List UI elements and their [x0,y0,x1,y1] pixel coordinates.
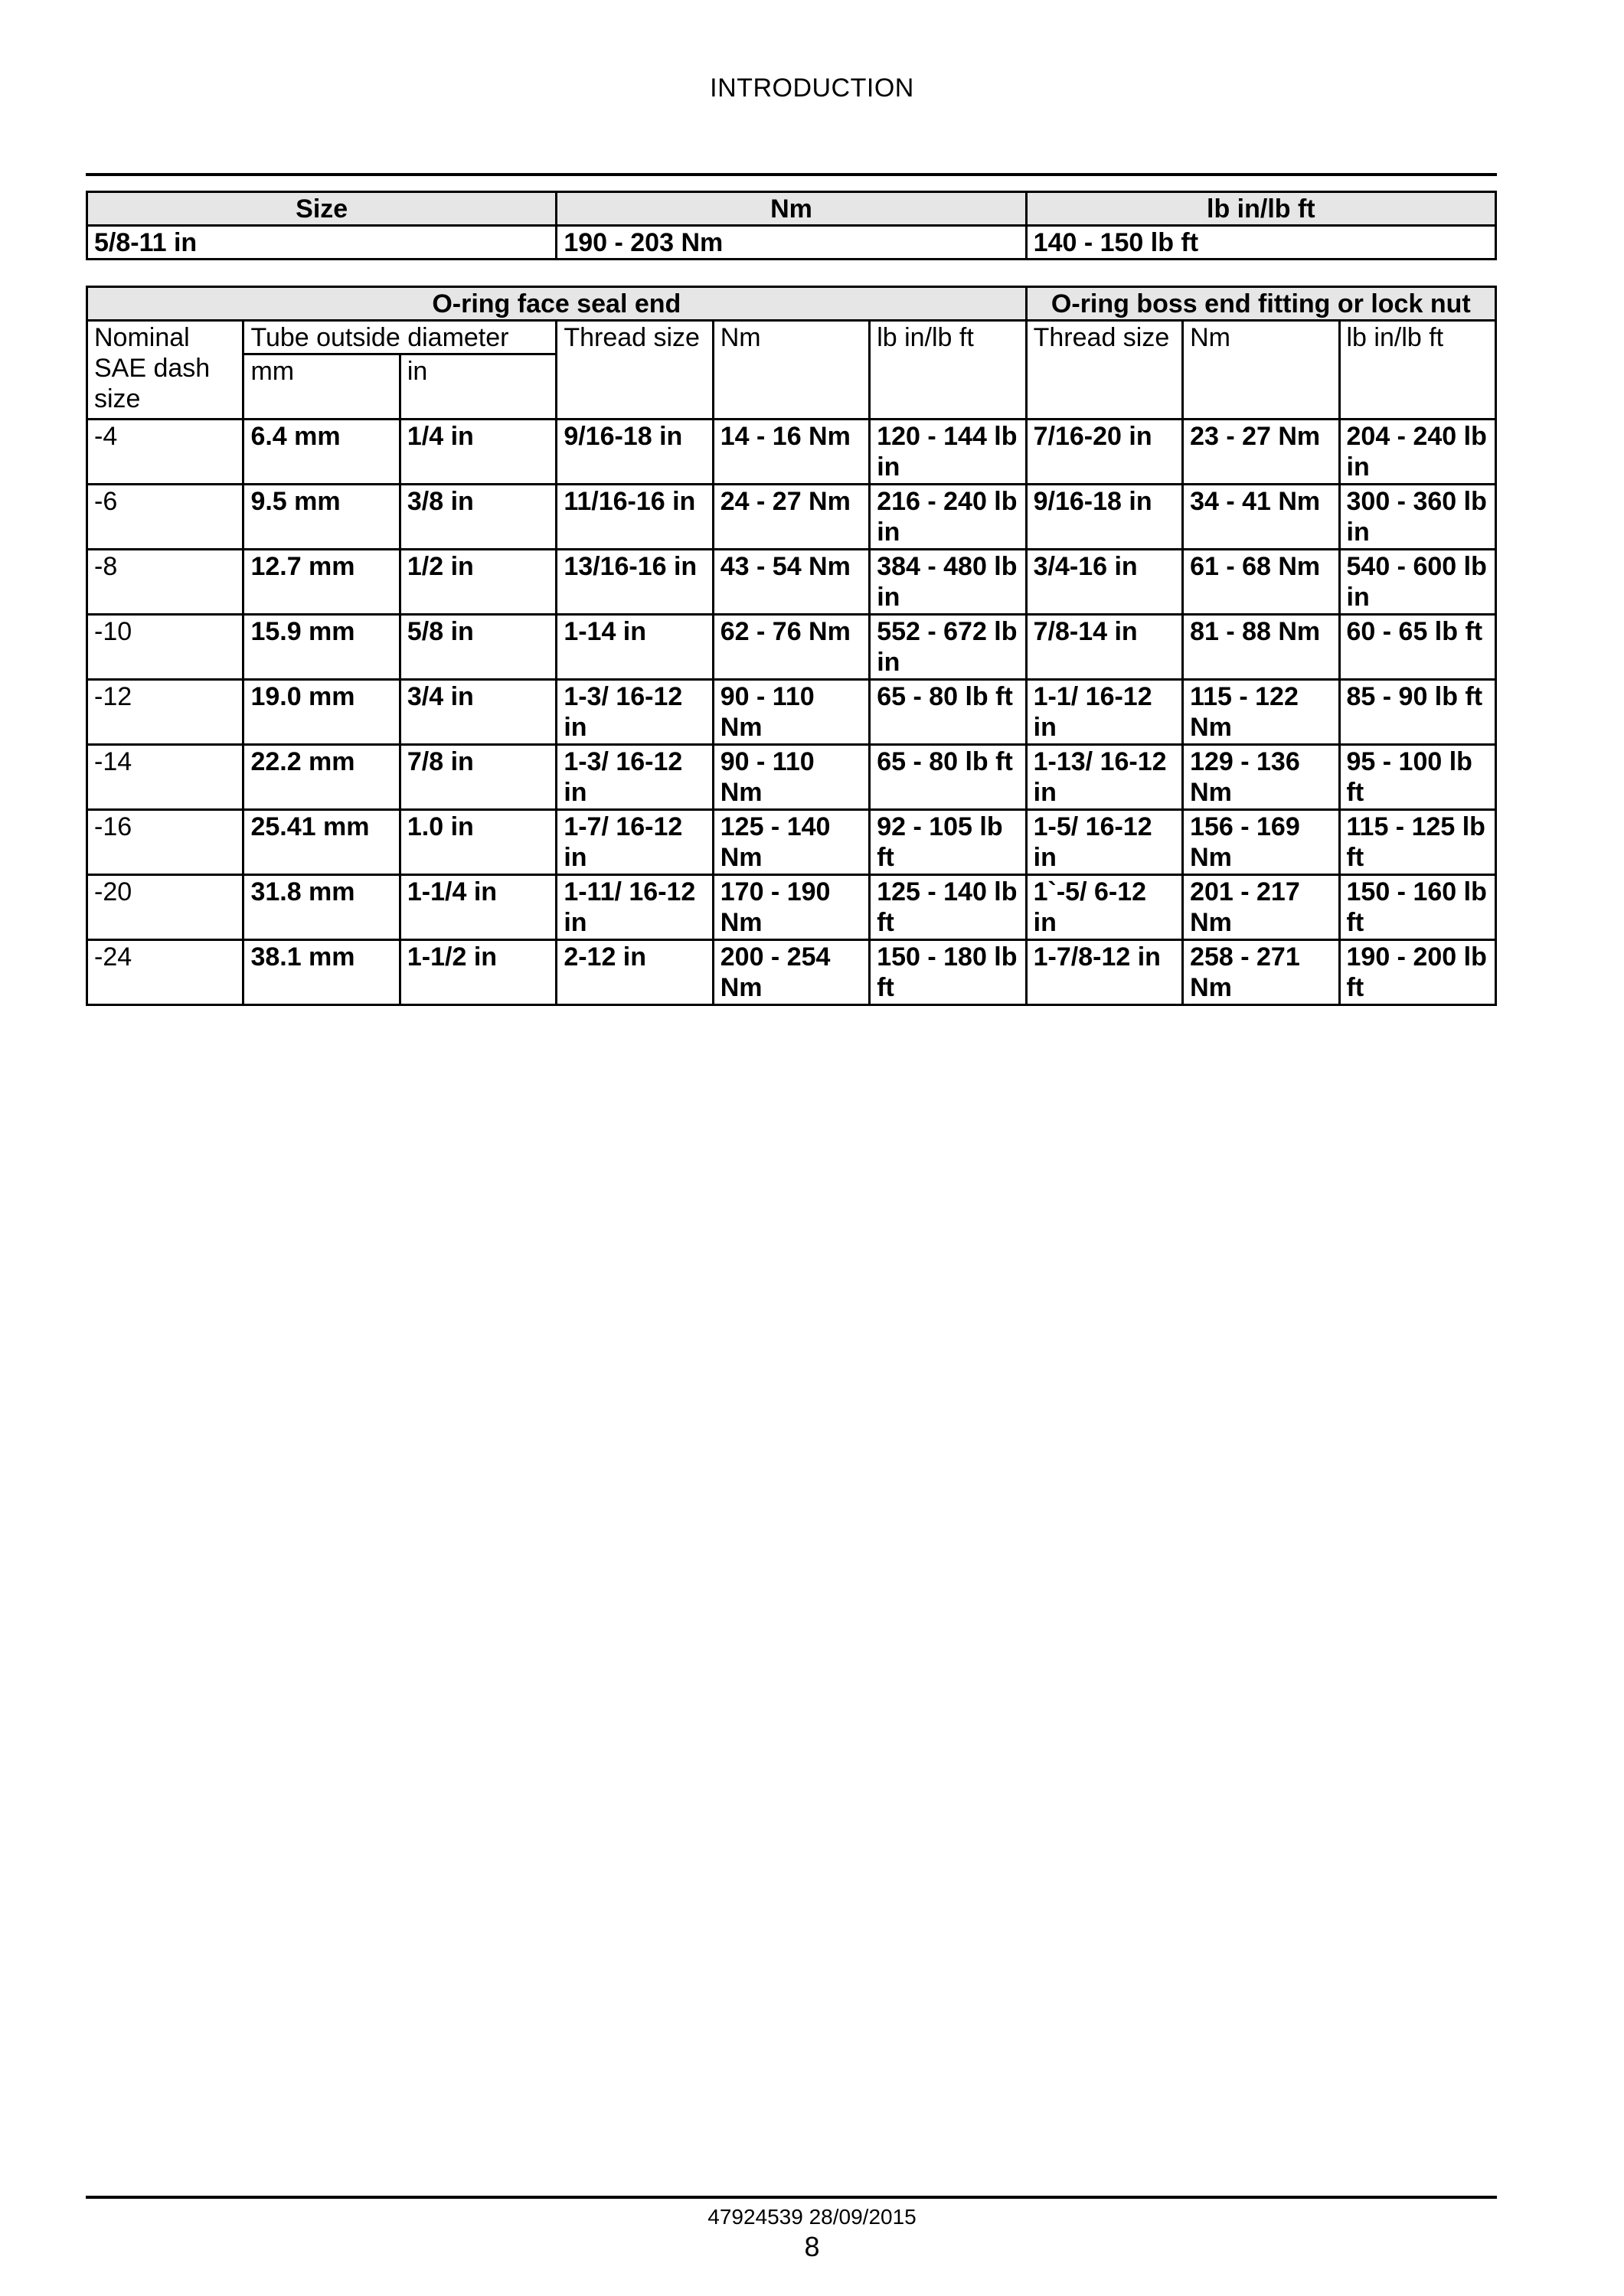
cell-thread-size-boss: 7/16-20 in [1026,420,1182,485]
cell-lb: 120 - 144 lb in [870,420,1026,485]
cell-nm-boss: 23 - 27 Nm [1183,420,1339,485]
cell-lb: 384 - 480 lb in [870,550,1026,615]
cell-lb: 150 - 180 lb ft [870,940,1026,1005]
cell-od-in: 3/4 in [400,680,556,745]
cell-nm-boss: 61 - 68 Nm [1183,550,1339,615]
group-header-row [87,287,1496,321]
cell-thread-size: 1-3/ 16-12 in [557,745,713,810]
cell-thread-size: 2-12 in [557,940,713,1005]
cell-thread-size: 1-11/ 16-12 in [557,875,713,940]
cell-lb-boss: 190 - 200 lb ft [1339,940,1496,1005]
cell-od-mm: 22.2 mm [243,745,400,810]
cell-od-mm: 9.5 mm [243,485,400,550]
cell-lb: 65 - 80 lb ft [870,680,1026,745]
header-lb: lb in/lb ft [870,321,1026,420]
group-face-seal-header: O-ring face seal end [87,287,1027,321]
cell-thread-size-boss: 3/4-16 in [1026,550,1182,615]
header-size: Size [87,192,557,226]
footer-doc-reference: 47924539 28/09/2015 [707,2205,917,2229]
cell-dash-size: -4 [87,420,243,485]
cell-thread-size: 1-14 in [557,615,713,680]
cell-lb: 140 - 150 lb ft [1026,226,1495,260]
torque-size-table [86,191,1497,260]
cell-dash-size: -10 [87,615,243,680]
cell-dash-size: -16 [87,810,243,875]
cell-dash-size: -14 [87,745,243,810]
table-row [87,810,1496,875]
cell-nm-boss: 81 - 88 Nm [1183,615,1339,680]
table-row [87,745,1496,810]
cell-od-in: 5/8 in [400,615,556,680]
table-row [87,226,1496,260]
cell-dash-size: -8 [87,550,243,615]
cell-od-in: 7/8 in [400,745,556,810]
table-row [87,615,1496,680]
cell-thread-size: 11/16-16 in [557,485,713,550]
cell-nm: 62 - 76 Nm [713,615,869,680]
header-tube-od: Tube outside diameter [243,321,557,354]
cell-od-in: 1-1/2 in [400,940,556,1005]
cell-od-in: 1/4 in [400,420,556,485]
header-lb: lb in/lb ft [1026,192,1495,226]
cell-nm: 90 - 110 Nm [713,745,869,810]
cell-od-mm: 6.4 mm [243,420,400,485]
header-nm: Nm [713,321,869,420]
cell-thread-size-boss: 1-7/8-12 in [1026,940,1182,1005]
cell-thread-size-boss: 1-1/ 16-12 in [1026,680,1182,745]
table-row [87,875,1496,940]
table-header-row [87,192,1496,226]
group-boss-end-header: O-ring boss end fitting or lock nut [1026,287,1495,321]
cell-thread-size-boss: 1-13/ 16-12 in [1026,745,1182,810]
header-nominal-sae: Nominal SAE dash size [87,321,243,420]
header-thread-size: Thread size [557,321,713,420]
cell-lb-boss: 95 - 100 lb ft [1339,745,1496,810]
cell-nm: 90 - 110 Nm [713,680,869,745]
header-nm-boss: Nm [1183,321,1339,420]
header-thread-size-boss: Thread size [1026,321,1182,420]
cell-od-mm: 15.9 mm [243,615,400,680]
cell-thread-size: 1-7/ 16-12 in [557,810,713,875]
cell-thread-size-boss: 7/8-14 in [1026,615,1182,680]
table-row [87,485,1496,550]
cell-od-mm: 12.7 mm [243,550,400,615]
cell-lb: 125 - 140 lb ft [870,875,1026,940]
cell-od-mm: 31.8 mm [243,875,400,940]
header-nm: Nm [557,192,1026,226]
header-divider [86,173,1497,176]
cell-od-in: 1/2 in [400,550,556,615]
cell-od-mm: 25.41 mm [243,810,400,875]
cell-od-in: 3/8 in [400,485,556,550]
header-in: in [400,354,556,420]
cell-lb: 552 - 672 lb in [870,615,1026,680]
cell-od-mm: 19.0 mm [243,680,400,745]
cell-thread-size: 13/16-16 in [557,550,713,615]
header-lb-boss: lb in/lb ft [1339,321,1496,420]
cell-lb-boss: 204 - 240 lb in [1339,420,1496,485]
cell-nm: 24 - 27 Nm [713,485,869,550]
cell-dash-size: -6 [87,485,243,550]
cell-lb: 65 - 80 lb ft [870,745,1026,810]
footer-divider [86,2196,1497,2199]
cell-od-in: 1.0 in [400,810,556,875]
cell-lb-boss: 540 - 600 lb in [1339,550,1496,615]
cell-nm-boss: 129 - 136 Nm [1183,745,1339,810]
cell-size: 5/8-11 in [87,226,557,260]
header-mm: mm [243,354,400,420]
cell-od-in: 1-1/4 in [400,875,556,940]
cell-lb-boss: 150 - 160 lb ft [1339,875,1496,940]
cell-nm: 14 - 16 Nm [713,420,869,485]
cell-nm: 200 - 254 Nm [713,940,869,1005]
cell-nm-boss: 115 - 122 Nm [1183,680,1339,745]
cell-dash-size: -24 [87,940,243,1005]
table-row [87,550,1496,615]
cell-thread-size-boss: 1-5/ 16-12 in [1026,810,1182,875]
cell-dash-size: -20 [87,875,243,940]
cell-nm-boss: 258 - 271 Nm [1183,940,1339,1005]
cell-lb-boss: 85 - 90 lb ft [1339,680,1496,745]
table-row [87,420,1496,485]
cell-dash-size: -12 [87,680,243,745]
cell-thread-size: 9/16-18 in [557,420,713,485]
cell-lb-boss: 115 - 125 lb ft [1339,810,1496,875]
cell-nm: 170 - 190 Nm [713,875,869,940]
page-header-title: INTRODUCTION [710,73,914,103]
cell-nm: 125 - 140 Nm [713,810,869,875]
cell-od-mm: 38.1 mm [243,940,400,1005]
o-ring-torque-table [86,286,1497,1006]
cell-thread-size-boss: 1`-5/ 6-12 in [1026,875,1182,940]
table-row [87,680,1496,745]
cell-nm-boss: 201 - 217 Nm [1183,875,1339,940]
cell-nm: 190 - 203 Nm [557,226,1026,260]
cell-nm-boss: 156 - 169 Nm [1183,810,1339,875]
page-number: 8 [804,2231,820,2262]
cell-thread-size-boss: 9/16-18 in [1026,485,1182,550]
cell-lb-boss: 300 - 360 lb in [1339,485,1496,550]
cell-thread-size: 1-3/ 16-12 in [557,680,713,745]
table-row [87,940,1496,1005]
column-header-row [87,321,1496,354]
cell-nm: 43 - 54 Nm [713,550,869,615]
cell-lb-boss: 60 - 65 lb ft [1339,615,1496,680]
cell-lb: 216 - 240 lb in [870,485,1026,550]
cell-nm-boss: 34 - 41 Nm [1183,485,1339,550]
cell-lb: 92 - 105 lb ft [870,810,1026,875]
